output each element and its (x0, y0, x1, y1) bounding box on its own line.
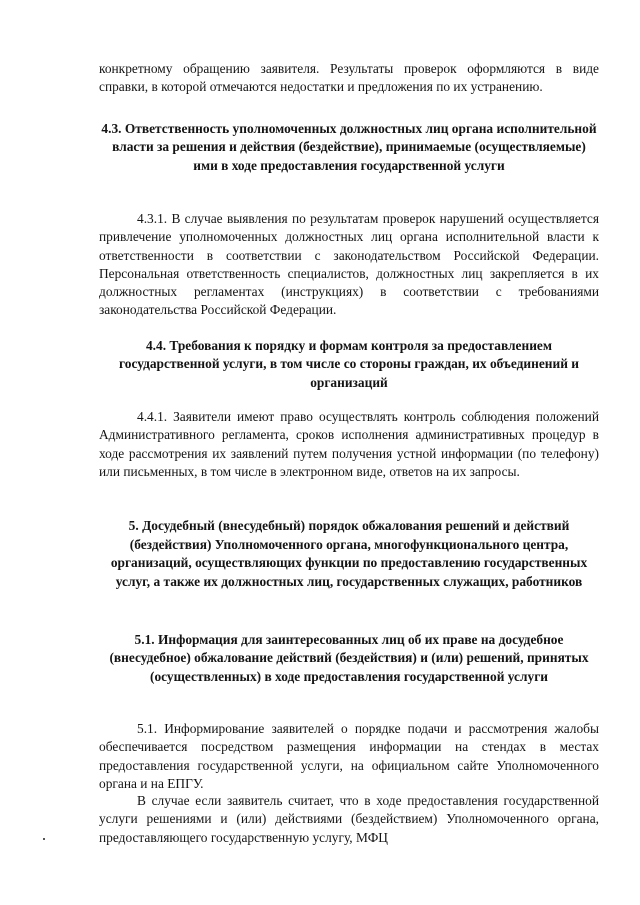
paragraph-case: В случае если заявитель считает, что в ходе предоставления государственной услуги решениями и (или) действиями (бездействием) Уполномоченного органа, предоставляющего государственную услугу, МФЦ (99, 793, 599, 845)
paragraph-5-1: 5.1. Информирование заявителей о порядке подачи и рассмотрения жалобы обеспечивается посредством размещения информации на стендах в местах предоставления государственной услуги, на официальном сайте Уполномоченного органа и на ЕПГУ. (99, 721, 599, 791)
section-5-heading: 5. Досудебный (внесудебный) порядок обжалования решений и действий (бездействия) Уполномоченного органа, многофункционального центра, организаций, осуществляющих функции по предоставлению государственных услуг, а также их должностных лиц, государственных служащих, работников (110, 518, 588, 589)
paragraph-4-3-1: 4.3.1. В случае выявления по результатам проверок нарушений осуществляется привлечение уполномоченных должностных лиц органа исполнительной власти к ответственности в соответствии с законодательством Российской Федерации. Персональная ответственность специалистов, должностных лиц закрепляется в их должностных регламентах (инструкциях) в соответствии с требованиями законодательства Российской Федерации. (99, 211, 599, 318)
section-4-4-heading: 4.4. Требования к порядку и формам контроля за предоставлением государственной услуги, в том числе со стороны граждан, их объединений и организаций (119, 338, 579, 390)
intro-paragraph: конкретному обращению заявителя. Результаты проверок оформляются в виде справки, в которой отмечаются недостатки и предложения по их устранению. (99, 61, 599, 95)
paragraph-4-4-1: 4.4.1. Заявители имеют право осуществлять контроль соблюдения положений Административного регламента, сроков исполнения административных процедур в ходе рассмотрения их заявлений путем получения устной информации (по телефону) или письменных, в том числе в электронном виде, ответов на их запросы. (99, 409, 599, 479)
section-4-3-heading: 4.3. Ответственность уполномоченных должностных лиц органа исполнительной власти за решения и действия (бездействие), принимаемые (осуществляемые) ими в ходе предоставления государственной услуги (101, 121, 597, 173)
scan-dot-mark (43, 838, 45, 840)
section-5-1-heading: 5.1. Информация для заинтересованных лиц об их праве на досудебное (внесудебное) обжалование действий (бездействия) и (или) решений, принятых (осуществленных) в ходе предоставления государственной услуги (109, 632, 589, 684)
